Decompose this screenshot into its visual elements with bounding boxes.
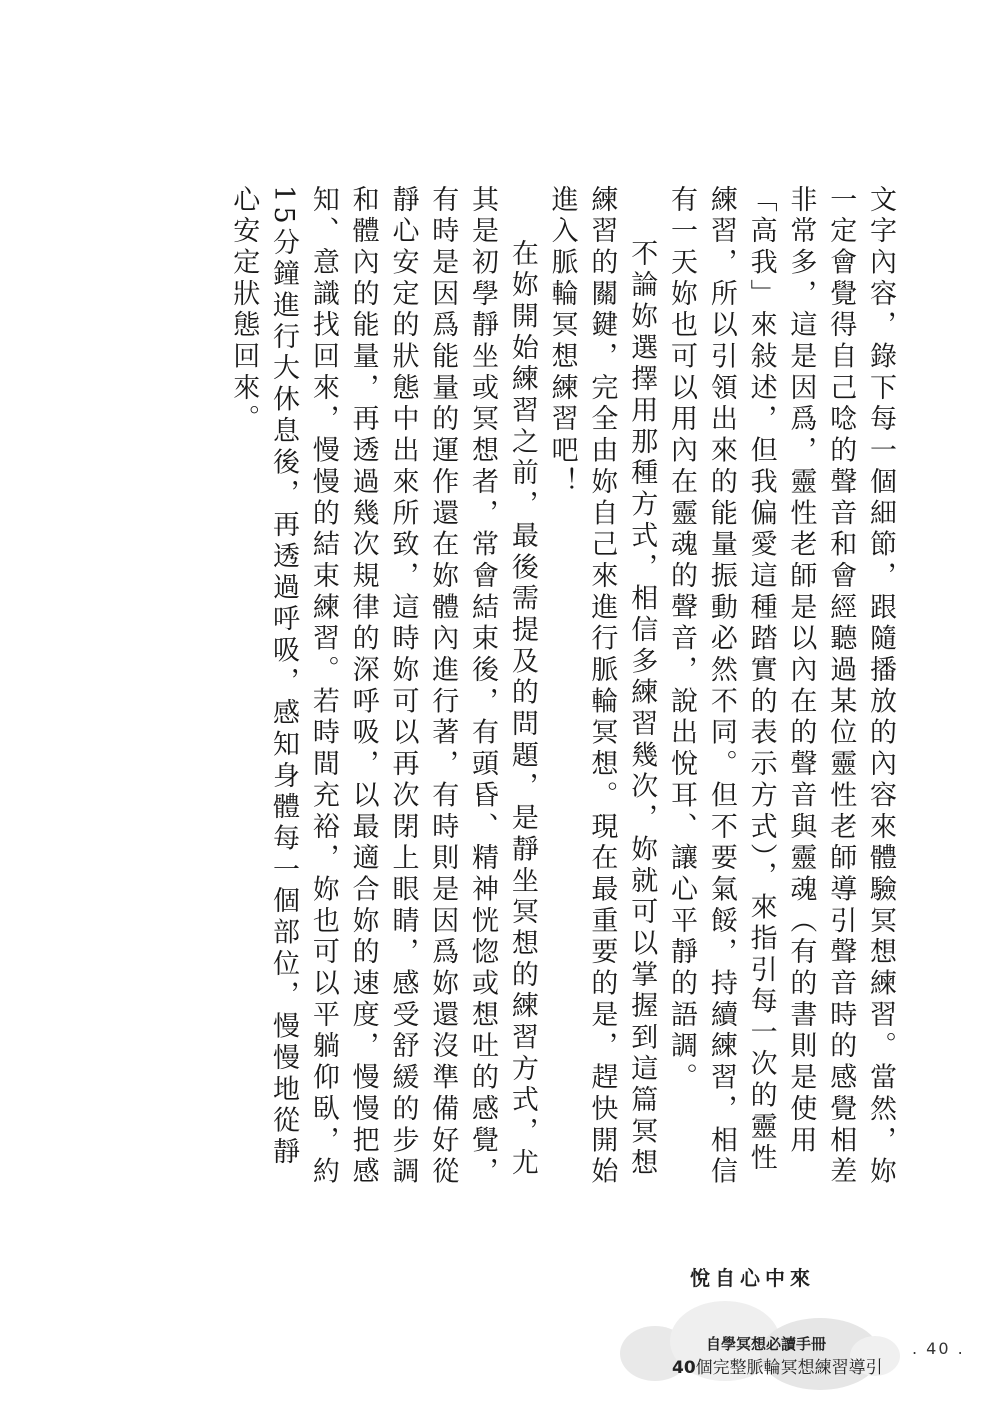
book-subtitle-text: 個完整脈輪冥想練習導引 — [695, 1358, 883, 1378]
body-text — [200, 185, 900, 1190]
running-section-title: 悅自心中來 — [690, 1266, 815, 1290]
page-number: . 40 . — [912, 1339, 965, 1358]
book-subtitle — [672, 1353, 883, 1378]
paragraph-3: 在妳開始練習之前，最後需提及的問題，是靜坐冥想的練習方式，尤其是初學靜坐或冥想者，常會結束後，有頭昏、精神恍惚或想吐的感覺，有時是因爲能量的運作還在妳體內進行著，有時則是因爲妳還沒準備好從靜心安定的狀態中出來所致，這時妳可以再次閉上眼睛，感受舒緩的步調和體內的能量，再透過幾次規律的深呼吸，以最適合妳的速度，慢慢把感知、意識找回來，慢慢的結束練習。若時間充裕，妳也可以平躺仰臥，約15分鐘進行大休息後，再透過呼吸，感知身體每一個部位，慢慢地從靜心安定狀態回來。 — [228, 185, 538, 1189]
paragraph-2: 不論妳選擇用那種方式，相信多練習幾次，妳就可以掌握到這篇冥想練習的關鍵，完全由妳自己來進行脈輪冥想。現在最重要的是，趕快開始進入脈輪冥想練習吧！ — [546, 185, 658, 1189]
book-subtitle-number: 40 — [672, 1358, 696, 1378]
book-title: 自學冥想必讀手冊 — [706, 1335, 827, 1353]
paragraph-1: 文字內容，錄下每一個細節，跟隨播放的內容來體驗冥想練習。當然，妳一定會覺得自己唸的聲音和會經聽過某位靈性老師導引聲音時的感覺相差非常多，這是因爲，靈性老師是以內在的聲音與靈魂（有的書則是使用「高我」來敍述，但我偏愛這種踏實的表示方式），來指引每一次的靈性練習，所以引領出來的能量振動必然不同。但不要氣餒，持續練習，相信有一天妳也可以用內在靈魂的聲音，說出悅耳、讓心平靜的語調。 — [666, 185, 896, 1189]
